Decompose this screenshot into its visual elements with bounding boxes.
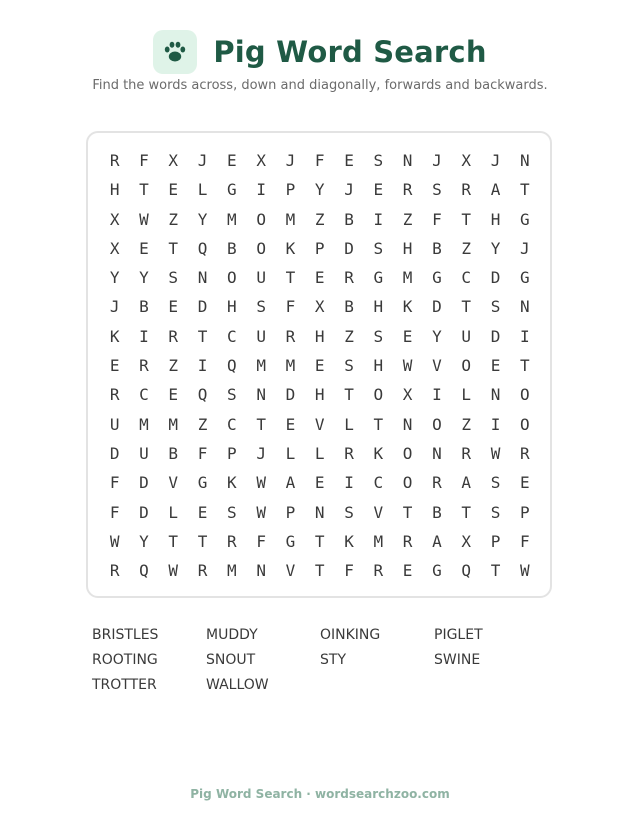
grid-cell[interactable]: V: [314, 414, 325, 434]
grid-cell[interactable]: D: [344, 238, 354, 258]
grid-cell[interactable]: E: [490, 356, 501, 376]
grid-cell[interactable]: S: [344, 502, 354, 522]
grid-cell[interactable]: R: [197, 561, 208, 581]
grid-cell[interactable]: W: [168, 561, 179, 581]
grid-cell[interactable]: L: [314, 443, 325, 463]
grid-cell[interactable]: I: [432, 385, 442, 405]
grid-cell[interactable]: F: [432, 209, 442, 229]
grid-cell[interactable]: S: [227, 502, 237, 522]
grid-cell[interactable]: C: [373, 473, 384, 493]
grid-cell[interactable]: Z: [314, 209, 325, 229]
grid-cell[interactable]: F: [109, 502, 120, 522]
grid-cell[interactable]: T: [402, 502, 413, 522]
grid-cell[interactable]: E: [168, 385, 179, 405]
grid-cell[interactable]: G: [197, 473, 208, 493]
grid-cell[interactable]: T: [490, 561, 501, 581]
grid-cell[interactable]: T: [168, 238, 179, 258]
grid-cell[interactable]: M: [227, 561, 237, 581]
grid-cell[interactable]: P: [490, 531, 501, 551]
grid-cell[interactable]: J: [344, 180, 354, 200]
grid-cell[interactable]: B: [168, 443, 179, 463]
grid-cell[interactable]: C: [461, 268, 472, 288]
grid-cell[interactable]: L: [168, 502, 179, 522]
grid-cell[interactable]: Z: [197, 414, 208, 434]
grid-cell[interactable]: I: [490, 414, 501, 434]
grid-cell[interactable]: Q: [139, 561, 149, 581]
word-item: STY: [320, 652, 346, 668]
grid-cell[interactable]: R: [139, 356, 149, 376]
grid-cell[interactable]: S: [373, 238, 384, 258]
grid-cell[interactable]: E: [519, 473, 530, 493]
grid-cell[interactable]: X: [109, 209, 120, 229]
grid-cell[interactable]: U: [139, 443, 149, 463]
grid-cell[interactable]: S: [344, 356, 354, 376]
grid-cell[interactable]: S: [490, 502, 501, 522]
grid-cell[interactable]: T: [314, 561, 325, 581]
grid-cell[interactable]: R: [227, 531, 237, 551]
grid-cell[interactable]: R: [402, 180, 413, 200]
grid-cell[interactable]: U: [256, 326, 266, 346]
grid-cell[interactable]: T: [519, 356, 530, 376]
grid-cell[interactable]: N: [402, 414, 413, 434]
grid-cell[interactable]: H: [373, 297, 384, 317]
grid-cell[interactable]: H: [314, 326, 325, 346]
grid-cell[interactable]: H: [402, 238, 413, 258]
grid-cell[interactable]: N: [402, 151, 413, 170]
grid-cell[interactable]: K: [109, 326, 120, 346]
grid-cell[interactable]: T: [461, 209, 472, 229]
word-item: MUDDY: [206, 627, 258, 643]
grid-cell[interactable]: E: [285, 414, 296, 434]
grid-cell[interactable]: X: [314, 297, 325, 317]
grid-cell[interactable]: K: [344, 531, 354, 551]
word-item: ROOTING: [92, 652, 158, 668]
grid-cell[interactable]: N: [197, 268, 208, 288]
grid-cell[interactable]: N: [256, 561, 266, 581]
grid-cell[interactable]: A: [461, 473, 472, 493]
grid-cell[interactable]: R: [461, 180, 472, 200]
grid-cell[interactable]: E: [139, 238, 149, 258]
grid-cell[interactable]: T: [139, 180, 149, 200]
grid-cell[interactable]: V: [432, 356, 442, 376]
grid-cell[interactable]: M: [285, 356, 296, 376]
grid-cell[interactable]: Y: [139, 268, 149, 288]
grid-cell[interactable]: F: [109, 473, 120, 493]
grid-cell[interactable]: X: [461, 151, 472, 170]
grid-cell[interactable]: U: [461, 326, 472, 346]
grid-cell[interactable]: I: [519, 326, 530, 346]
grid-cell[interactable]: B: [139, 297, 149, 317]
grid-cell[interactable]: S: [373, 326, 384, 346]
grid-cell[interactable]: X: [109, 238, 120, 258]
grid-cell[interactable]: X: [256, 151, 266, 170]
grid-cell[interactable]: P: [519, 502, 530, 522]
grid-cell[interactable]: C: [227, 414, 237, 434]
grid-cell[interactable]: K: [285, 238, 296, 258]
grid-cell[interactable]: D: [490, 268, 501, 288]
footer: Pig Word Search · wordsearchzoo.com: [190, 787, 450, 801]
grid-cell[interactable]: H: [109, 180, 120, 200]
grid-cell[interactable]: Z: [461, 414, 472, 434]
grid-cell[interactable]: D: [139, 473, 149, 493]
grid-cell[interactable]: J: [256, 443, 266, 463]
grid-cell[interactable]: J: [197, 151, 208, 170]
grid-cell[interactable]: O: [402, 473, 413, 493]
grid-cell[interactable]: B: [227, 238, 237, 258]
grid-cell[interactable]: E: [197, 502, 208, 522]
grid-cell[interactable]: R: [109, 561, 120, 581]
grid-cell[interactable]: O: [461, 356, 472, 376]
grid-cell[interactable]: O: [373, 385, 384, 405]
instructions: Find the words across, down and diagonally, forwards and backwards.: [92, 78, 548, 93]
grid-cell[interactable]: A: [285, 473, 296, 493]
grid-cell[interactable]: Z: [168, 356, 179, 376]
grid-cell[interactable]: S: [432, 180, 442, 200]
grid-cell[interactable]: T: [314, 531, 325, 551]
grid-cell[interactable]: U: [256, 268, 266, 288]
grid-cell[interactable]: J: [285, 151, 296, 170]
grid-cell[interactable]: C: [227, 326, 237, 346]
word-list: [92, 626, 548, 701]
grid-cell[interactable]: T: [256, 414, 266, 434]
grid-cell[interactable]: G: [373, 268, 384, 288]
grid-cell[interactable]: R: [519, 443, 530, 463]
grid-cell[interactable]: O: [519, 385, 530, 405]
grid-cell[interactable]: J: [432, 151, 442, 170]
grid-cell[interactable]: E: [168, 180, 179, 200]
grid-cell[interactable]: T: [197, 531, 208, 551]
grid-cell[interactable]: B: [432, 502, 442, 522]
grid-cell[interactable]: S: [227, 385, 237, 405]
grid-cell[interactable]: N: [432, 443, 442, 463]
word-item: TROTTER: [92, 677, 157, 693]
grid-cell[interactable]: E: [402, 561, 413, 581]
grid-cell[interactable]: J: [490, 151, 501, 170]
grid-cell[interactable]: E: [227, 151, 237, 170]
grid-cell[interactable]: G: [432, 268, 442, 288]
grid-cell[interactable]: A: [490, 180, 501, 200]
grid-cell[interactable]: S: [256, 297, 266, 317]
word-item: BRISTLES: [92, 627, 159, 643]
grid-cell[interactable]: G: [519, 268, 530, 288]
grid-cell[interactable]: Q: [197, 238, 208, 258]
grid-cell[interactable]: Q: [461, 561, 472, 581]
grid-cell[interactable]: N: [490, 385, 501, 405]
grid-cell[interactable]: G: [227, 180, 237, 200]
grid-cell[interactable]: E: [168, 297, 179, 317]
grid-cell[interactable]: Q: [197, 385, 208, 405]
grid-cell[interactable]: R: [344, 268, 354, 288]
page-title: Pig Word Search: [213, 35, 487, 69]
grid-cell[interactable]: J: [519, 238, 530, 258]
grid-cell[interactable]: E: [402, 326, 413, 346]
grid-cell[interactable]: D: [285, 385, 296, 405]
grid-cell[interactable]: N: [256, 385, 266, 405]
grid-cell[interactable]: G: [432, 561, 442, 581]
grid-cell[interactable]: T: [285, 268, 296, 288]
grid-cell[interactable]: W: [256, 502, 266, 522]
grid-cell[interactable]: Y: [490, 238, 501, 258]
grid-cell[interactable]: T: [461, 297, 472, 317]
word-item: OINKING: [320, 627, 381, 643]
grid-cell[interactable]: F: [519, 531, 530, 551]
grid-cell[interactable]: G: [519, 209, 530, 229]
grid-cell[interactable]: R: [432, 473, 442, 493]
grid-cell[interactable]: T: [519, 180, 530, 200]
grid-cell[interactable]: T: [197, 326, 208, 346]
grid-cell[interactable]: T: [344, 385, 354, 405]
grid-cell[interactable]: R: [461, 443, 472, 463]
grid-cell[interactable]: K: [227, 473, 237, 493]
grid-cell[interactable]: I: [256, 180, 266, 200]
grid-cell[interactable]: E: [314, 268, 325, 288]
word-item: WALLOW: [206, 677, 269, 693]
grid-cell[interactable]: E: [314, 473, 325, 493]
grid-cell[interactable]: S: [373, 151, 384, 170]
grid-cell[interactable]: N: [314, 502, 325, 522]
grid-cell[interactable]: D: [432, 297, 442, 317]
grid-cell[interactable]: M: [139, 414, 149, 434]
grid-cell[interactable]: W: [490, 443, 501, 463]
logo: [153, 30, 197, 74]
grid-cell[interactable]: O: [256, 209, 266, 229]
grid-cell[interactable]: N: [519, 151, 530, 170]
grid-cell[interactable]: S: [490, 297, 501, 317]
grid-cell[interactable]: R: [109, 385, 120, 405]
grid-cell[interactable]: X: [461, 531, 472, 551]
grid-cell[interactable]: U: [109, 414, 120, 434]
word-item: SNOUT: [206, 652, 256, 668]
grid-cell[interactable]: Y: [109, 268, 120, 288]
grid-cell[interactable]: R: [109, 151, 120, 170]
grid-cell[interactable]: W: [139, 209, 149, 229]
grid-cell[interactable]: K: [402, 297, 413, 317]
grid-cell[interactable]: R: [168, 326, 179, 346]
grid-cell[interactable]: L: [285, 443, 296, 463]
grid-cell[interactable]: T: [373, 414, 384, 434]
grid-cell[interactable]: T: [168, 531, 179, 551]
grid-cell[interactable]: I: [197, 356, 208, 376]
grid-cell[interactable]: F: [256, 531, 266, 551]
grid-cell[interactable]: A: [432, 531, 442, 551]
grid-cell[interactable]: D: [197, 297, 208, 317]
grid-cell[interactable]: O: [256, 238, 266, 258]
grid-cell[interactable]: V: [373, 502, 384, 522]
grid-cell[interactable]: F: [314, 151, 325, 170]
grid-cell[interactable]: M: [227, 209, 237, 229]
grid-cell[interactable]: F: [197, 443, 208, 463]
grid-cell[interactable]: Y: [197, 209, 208, 229]
grid-cell[interactable]: V: [285, 561, 296, 581]
grid-cell[interactable]: R: [402, 531, 413, 551]
grid-cell[interactable]: V: [168, 473, 179, 493]
grid-cell[interactable]: Z: [402, 209, 413, 229]
grid-cell[interactable]: B: [344, 209, 354, 229]
grid-cell[interactable]: L: [344, 414, 354, 434]
grid-cell[interactable]: F: [139, 151, 149, 170]
grid-cell[interactable]: Y: [314, 180, 325, 200]
grid-cell[interactable]: P: [227, 443, 237, 463]
word-item: PIGLET: [434, 627, 483, 643]
grid-cell[interactable]: E: [373, 180, 384, 200]
grid-cell[interactable]: Z: [344, 326, 354, 346]
grid-cell[interactable]: I: [344, 473, 354, 493]
grid-cell[interactable]: Q: [227, 356, 237, 376]
grid-cell[interactable]: O: [519, 414, 530, 434]
word-item: SWINE: [434, 652, 481, 668]
grid-cell[interactable]: H: [227, 297, 237, 317]
grid-cell[interactable]: B: [344, 297, 354, 317]
grid-cell[interactable]: L: [461, 385, 472, 405]
grid-cell[interactable]: D: [139, 502, 149, 522]
grid-cell[interactable]: W: [519, 561, 530, 581]
grid-cell[interactable]: J: [109, 297, 120, 317]
grid-cell[interactable]: I: [139, 326, 149, 346]
grid-cell[interactable]: D: [109, 443, 120, 463]
grid-cell[interactable]: H: [314, 385, 325, 405]
grid-cell[interactable]: P: [314, 238, 325, 258]
grid-cell[interactable]: E: [344, 151, 354, 170]
grid-cell[interactable]: O: [432, 414, 442, 434]
header: [0, 30, 640, 74]
grid-cell[interactable]: F: [344, 561, 354, 581]
grid-cell[interactable]: M: [402, 268, 413, 288]
grid-cell[interactable]: D: [490, 326, 501, 346]
grid-cell[interactable]: Y: [139, 531, 149, 551]
grid-cell[interactable]: R: [285, 326, 296, 346]
grid-cell[interactable]: Z: [168, 209, 179, 229]
grid-cell[interactable]: Y: [432, 326, 442, 346]
grid-cell[interactable]: E: [109, 356, 120, 376]
grid-cell[interactable]: H: [373, 356, 384, 376]
grid-cell[interactable]: H: [490, 209, 501, 229]
grid-cell[interactable]: I: [373, 209, 384, 229]
grid-cell[interactable]: W: [256, 473, 266, 493]
grid-cell[interactable]: P: [285, 180, 296, 200]
paw-icon: [162, 39, 188, 65]
grid-cell[interactable]: S: [490, 473, 501, 493]
letter-grid: [100, 146, 539, 585]
grid-cell[interactable]: G: [285, 531, 296, 551]
grid-cell[interactable]: L: [197, 180, 208, 200]
grid-cell[interactable]: F: [285, 297, 296, 317]
grid-cell[interactable]: B: [432, 238, 442, 258]
grid-cell[interactable]: Z: [461, 238, 472, 258]
grid-cell[interactable]: R: [344, 443, 354, 463]
grid-cell[interactable]: X: [168, 151, 179, 170]
grid-cell[interactable]: K: [373, 443, 384, 463]
grid-cell[interactable]: M: [373, 531, 384, 551]
grid-cell[interactable]: O: [227, 268, 237, 288]
grid-cell[interactable]: M: [168, 414, 179, 434]
grid-cell[interactable]: E: [314, 356, 325, 376]
grid-cell[interactable]: X: [402, 385, 413, 405]
grid-cell[interactable]: T: [461, 502, 472, 522]
grid-cell[interactable]: P: [285, 502, 296, 522]
grid-cell[interactable]: R: [373, 561, 384, 581]
grid-cell[interactable]: S: [168, 268, 179, 288]
grid-cell[interactable]: W: [109, 531, 120, 551]
grid-cell[interactable]: C: [139, 385, 149, 405]
grid-cell[interactable]: M: [285, 209, 296, 229]
grid-cell[interactable]: N: [519, 297, 530, 317]
grid-cell[interactable]: M: [256, 356, 266, 376]
grid-cell[interactable]: W: [402, 356, 413, 376]
grid-cell[interactable]: O: [402, 443, 413, 463]
